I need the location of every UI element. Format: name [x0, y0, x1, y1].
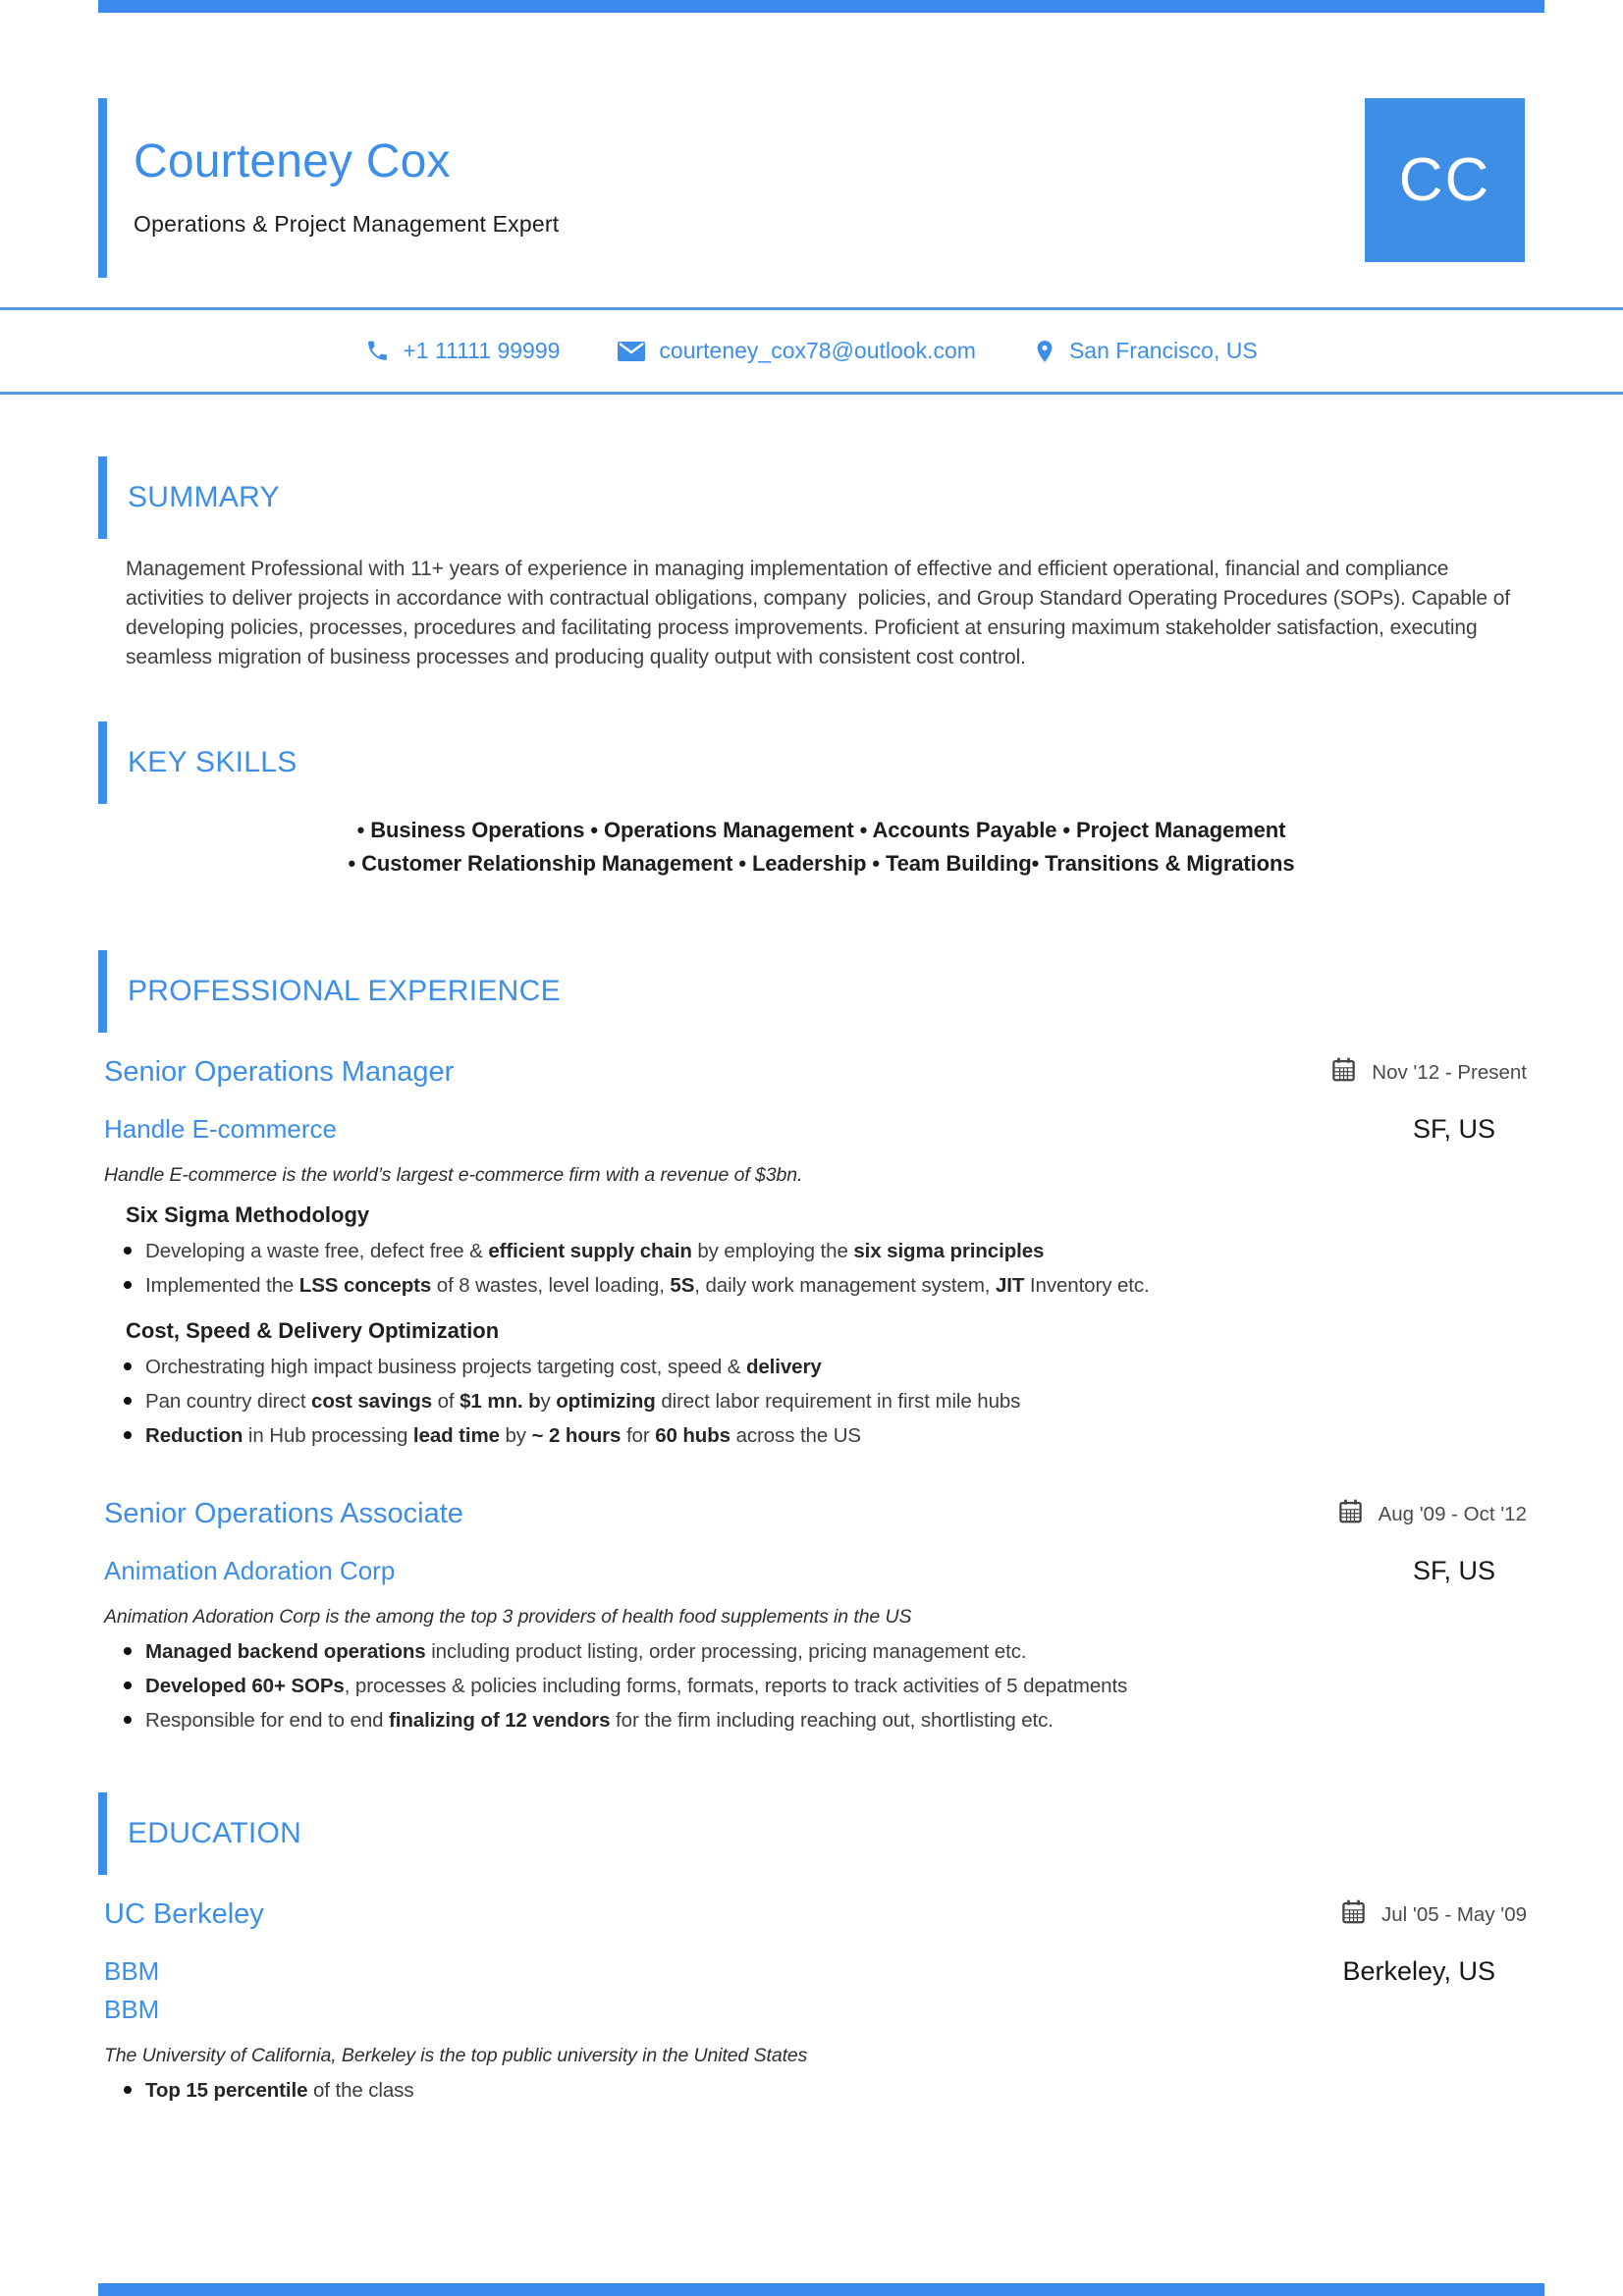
key-skills-line: • Business Operations • Operations Management • Accounts Payable • Project Management	[356, 818, 1286, 842]
key-skills-line: • Customer Relationship Management • Leadership • Team Building• Transitions & Migrations	[348, 851, 1295, 876]
job-dates: Nov '12 - Present	[1372, 1060, 1527, 1084]
bullet-item: Orchestrating high impact business projects targeting cost, speed & delivery	[145, 1350, 1544, 1384]
job-title: Senior Operations Manager	[104, 1056, 455, 1088]
calendar-icon	[1340, 1898, 1367, 1931]
education-school: UC Berkeley	[104, 1898, 264, 1930]
jobs	[98, 1056, 1544, 1737]
education-degree: BBM	[104, 1956, 160, 1986]
header	[98, 98, 1544, 278]
job-entry	[98, 1056, 1544, 1453]
contact-location[interactable]	[1033, 338, 1258, 364]
bullet-item: Implemented the LSS concepts of 8 wastes, level loading, 5S, daily work management system, JIT Inventory etc.	[145, 1268, 1544, 1303]
job-company: Handle E-commerce	[104, 1114, 337, 1144]
job-dates: Aug '09 - Oct '12	[1378, 1502, 1527, 1525]
contact-phone[interactable]	[365, 338, 560, 364]
avatar	[1365, 98, 1525, 262]
job-groups	[98, 1202, 1544, 1453]
education-bullet-list	[98, 2073, 1544, 2108]
avatar-initials: CC	[1398, 146, 1491, 214]
job-company: Animation Adoration Corp	[104, 1556, 396, 1585]
section-summary	[98, 456, 1544, 672]
section-education	[98, 1792, 1544, 2108]
pin-icon	[1033, 340, 1056, 363]
calendar-icon	[1337, 1498, 1364, 1530]
bullet-item: Top 15 percentile of the class	[145, 2073, 1544, 2108]
job-entry	[98, 1498, 1544, 1737]
job-subheading: Six Sigma Methodology	[126, 1202, 370, 1227]
job-location: SF, US	[1412, 1556, 1495, 1585]
bullet-list	[98, 1634, 1544, 1737]
bullet-item: Reduction in Hub processing lead time by ~ 2 hours for 60 hubs across the US	[145, 1418, 1544, 1453]
education-heading: EDUCATION	[98, 1792, 1544, 1875]
education-description: The University of California, Berkeley is the top public university in the United States	[104, 2045, 808, 2066]
person-title: Operations & Project Management Expert	[134, 211, 560, 237]
job-subheading: Cost, Speed & Delivery Optimization	[126, 1318, 500, 1343]
mail-icon	[617, 340, 646, 363]
key-skills-heading: KEY SKILLS	[98, 721, 1544, 804]
name-block	[98, 98, 559, 278]
job-description: Animation Adoration Corp is the among the top 3 providers of health food supplements in the US	[104, 1606, 912, 1628]
education-entry	[98, 1898, 1544, 2108]
contact-email[interactable]	[617, 338, 976, 364]
person-name: Courteney Cox	[134, 135, 451, 187]
job-location: SF, US	[1412, 1114, 1495, 1144]
education-dates: Jul '05 - May '09	[1381, 1902, 1527, 1926]
bullet-item: Pan country direct cost savings of $1 mn. by optimizing direct labor requirement in first mile hubs	[145, 1384, 1544, 1418]
education-location: Berkeley, US	[1342, 1956, 1495, 1986]
bullet-item: Managed backend operations including product listing, order processing, pricing management etc.	[145, 1634, 1544, 1669]
job-description: Handle E-commerce is the world’s largest e-commerce firm with a revenue of $3bn.	[104, 1164, 803, 1186]
bullet-item: Developed 60+ SOPs, processes & policies including forms, formats, reports to track activities of 5 depatments	[145, 1669, 1544, 1703]
phone-icon	[365, 339, 390, 363]
job-title: Senior Operations Associate	[104, 1498, 463, 1529]
contact-location-value: San Francisco, US	[1068, 338, 1258, 363]
education-degree-repeat: BBM	[104, 1995, 160, 2024]
section-experience	[98, 950, 1544, 1737]
contact-email-value: courteney_cox78@outlook.com	[659, 338, 976, 363]
calendar-icon	[1330, 1056, 1357, 1089]
section-key-skills	[98, 721, 1544, 881]
bullet-list	[98, 1234, 1544, 1303]
bullet-item: Developing a waste free, defect free & efficient supply chain by employing the six sigma principles	[145, 1234, 1544, 1268]
contact-phone-value: +1 11111 99999	[403, 338, 561, 363]
job-groups	[98, 1634, 1544, 1737]
bottom-accent-bar	[98, 2283, 1544, 2296]
contact-bar	[0, 307, 1623, 395]
bullet-item: Responsible for end to end finalizing of 12 vendors for the firm including reaching out, shortlisting etc.	[145, 1703, 1544, 1737]
bullet-list	[98, 1350, 1544, 1453]
top-accent-bar	[98, 0, 1544, 13]
experience-heading: PROFESSIONAL EXPERIENCE	[98, 950, 1544, 1033]
summary-heading: SUMMARY	[98, 456, 1544, 539]
summary-text: Management Professional with 11+ years of experience in managing implementation of effective and efficient operational, financial and compliance activities to deliver projects in accordance with contractual obligations, company policies, and Group Standard Operating Procedures (SOPs). Capable of developing policies, processes, procedures and facilitating process improvements. Proficient at ensuring maximum stakeholder satisfaction, executing seamless migration of business processes and producing quality output with consistent cost control.	[126, 558, 1511, 668]
key-skills-lines	[98, 814, 1544, 881]
